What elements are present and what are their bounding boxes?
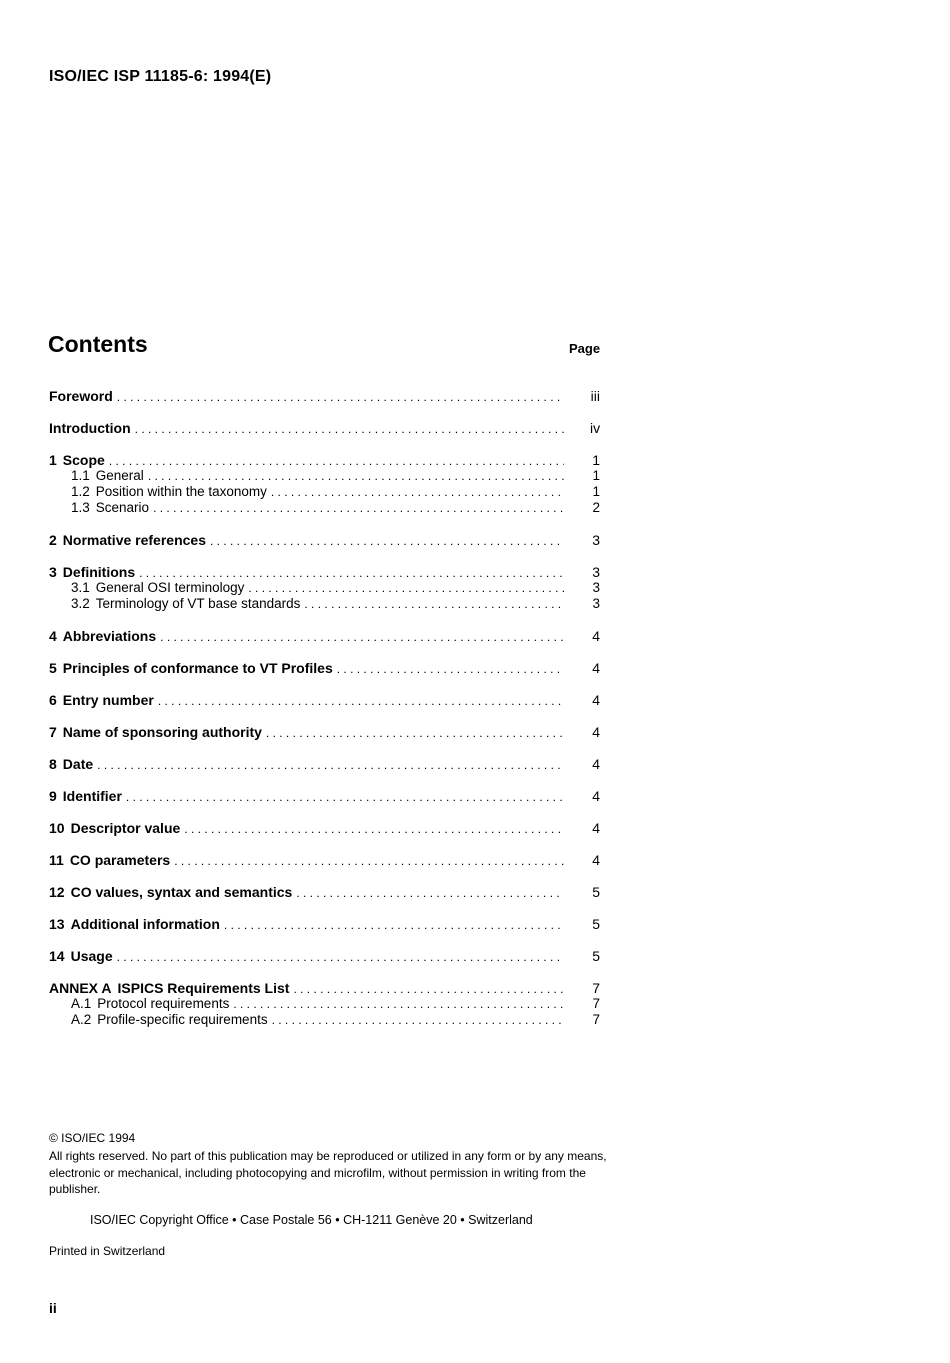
toc-entry-page: 4 [592,724,600,740]
toc-entry-number: 3.1 [71,580,90,595]
toc-entry-title: Usage [70,948,113,964]
toc-entry-title: ISPICS Requirements List [117,980,290,996]
toc-entry-title: Descriptor value [70,820,181,836]
toc-entry-title: Introduction [49,420,131,436]
toc-entry-page: 4 [592,692,600,708]
toc-entry-number: 2 [49,532,57,548]
toc-entry-title: Protocol requirements [97,996,230,1011]
toc-entry[interactable] [49,692,600,708]
toc-entry[interactable] [49,916,600,932]
toc-entry-page: 3 [592,564,600,580]
toc-entry-number: 1.3 [71,500,90,515]
toc-entry-number: 9 [49,788,57,804]
toc-entry[interactable] [49,596,600,612]
toc-entry-number: 3 [49,564,57,580]
toc-entry-number: 13 [49,916,65,932]
toc-entry[interactable] [49,788,600,804]
toc-group [49,532,600,548]
toc-entry-page: 3 [592,580,600,595]
toc-entry-number: 7 [49,724,57,740]
toc-entry-page: 4 [592,820,600,836]
toc-group [49,884,600,900]
toc-entry-title: CO parameters [69,852,171,868]
toc-entry-title: General OSI terminology [95,580,245,595]
toc-entry[interactable] [49,580,600,596]
contents-title: Contents [48,331,148,357]
toc-entry-title: Position within the taxonomy [95,484,267,499]
toc-entry-title: Abbreviations [62,628,157,644]
leader-dots [266,725,564,741]
toc-entry[interactable] [49,948,600,964]
toc-entry[interactable] [49,852,600,868]
leader-dots [224,917,564,933]
toc-entry-title: Entry number [62,692,154,708]
toc-entry-number: 8 [49,756,57,772]
toc-entry[interactable] [49,628,600,644]
toc-group [49,788,600,804]
toc-group [49,756,600,772]
toc-entry-number: 12 [49,884,65,900]
toc-entry-title: Profile-specific requirements [97,1012,268,1027]
leader-dots [210,533,564,549]
toc-entry[interactable] [49,724,600,740]
toc-group [49,452,600,516]
leader-dots [135,421,564,437]
toc-entry[interactable] [49,468,600,484]
toc-group [49,564,600,612]
toc-entry-number: 5 [49,660,57,676]
leader-dots [97,757,564,773]
copyright-notice: © ISO/IEC 1994 [49,1131,136,1145]
toc-entry-page: 7 [592,980,600,996]
leader-dots [337,661,564,677]
toc-entry-title: Name of sponsoring authority [62,724,262,740]
table-of-contents [49,388,600,1044]
toc-entry[interactable] [49,420,600,436]
toc-entry-page: 4 [592,628,600,644]
toc-entry-page: 7 [592,996,600,1011]
toc-group [49,724,600,740]
leader-dots [271,484,564,500]
toc-entry-title: Scope [62,452,105,468]
toc-entry[interactable] [49,756,600,772]
toc-entry-title: CO values, syntax and semantics [70,884,293,900]
toc-entry-number: 6 [49,692,57,708]
leader-dots [293,981,564,997]
leader-dots [139,565,564,581]
toc-group [49,660,600,676]
toc-entry-number: 4 [49,628,57,644]
copyright-office-address: ISO/IEC Copyright Office • Case Postale 56 • CH-1211 Genève 20 • Switzerland [90,1213,533,1227]
toc-entry-number: A.2 [71,1012,92,1027]
leader-dots [109,453,564,469]
toc-group [49,420,600,436]
toc-entry-page: 4 [592,788,600,804]
toc-entry-page: 4 [592,852,600,868]
toc-entry-page: 2 [592,500,600,515]
toc-entry-title: Foreword [49,388,113,404]
leader-dots [153,500,564,516]
toc-entry-title: Identifier [62,788,122,804]
toc-entry[interactable] [49,388,600,404]
leader-dots [160,629,564,645]
leader-dots [158,693,564,709]
document-header: ISO/IEC ISP 11185-6: 1994(E) [49,68,272,85]
toc-entry-page: 5 [592,916,600,932]
toc-entry-page: 3 [592,596,600,611]
toc-entry-page: 1 [592,484,600,499]
page-number: ii [49,1300,57,1316]
toc-entry[interactable] [49,1012,600,1028]
toc-entry-title: Principles of conformance to VT Profiles [62,660,333,676]
leader-dots [126,789,564,805]
leader-dots [248,580,564,596]
leader-dots [117,389,564,405]
toc-entry-title: Scenario [95,500,150,515]
toc-entry-number: ANNEX A [49,980,112,996]
toc-entry-page: 4 [592,756,600,772]
toc-entry-title: Terminology of VT base standards [95,596,301,611]
toc-entry-number: 11 [49,852,64,868]
toc-entry-page: iv [590,420,601,436]
leader-dots [296,885,564,901]
toc-entry[interactable] [49,564,600,580]
toc-entry[interactable] [49,660,600,676]
leader-dots [174,853,564,869]
toc-entry-number: 14 [49,948,65,964]
toc-group [49,916,600,932]
toc-entry[interactable] [49,484,600,500]
toc-entry-number: 1.1 [71,468,90,483]
leader-dots [148,468,564,484]
toc-entry-number: 10 [49,820,65,836]
toc-entry[interactable] [49,996,600,1012]
toc-entry-page: 5 [592,884,600,900]
toc-entry[interactable] [49,500,600,516]
leader-dots [304,596,564,612]
leader-dots [117,949,564,965]
printed-in: Printed in Switzerland [49,1244,166,1258]
toc-entry-page: iii [590,388,600,404]
toc-entry-page: 1 [592,452,600,468]
toc-group [49,852,600,868]
toc-entry-page: 7 [592,1012,600,1027]
toc-group [49,980,600,1028]
toc-entry-number: A.1 [71,996,92,1011]
toc-group [49,692,600,708]
page-column-label: Page [569,341,601,356]
toc-entry-page: 5 [592,948,600,964]
toc-entry[interactable] [49,532,600,548]
leader-dots [272,1012,564,1028]
toc-entry[interactable] [49,820,600,836]
toc-entry[interactable] [49,452,600,468]
leader-dots [184,821,564,837]
toc-entry-number: 3.2 [71,596,90,611]
toc-entry[interactable] [49,884,600,900]
leader-dots [233,996,564,1012]
toc-entry-page: 1 [592,468,600,483]
toc-entry-title: Date [62,756,94,772]
toc-entry-title: Normative references [62,532,206,548]
rights-statement: All rights reserved. No part of this publication may be reproduced or utilized in any form or by any means, electronic or mechanical, including photocopying and microfilm, without permission in writing from the publisher. [49,1149,607,1196]
toc-entry-number: 1.2 [71,484,90,499]
toc-entry-title: Definitions [62,564,136,580]
toc-entry-number: 1 [49,452,57,468]
toc-entry-title: General [95,468,144,483]
toc-entry[interactable] [49,980,600,996]
toc-group [49,948,600,964]
toc-entry-title: Additional information [70,916,220,932]
toc-entry-page: 3 [592,532,600,548]
toc-group [49,388,600,404]
toc-group [49,628,600,644]
toc-entry-page: 4 [592,660,600,676]
toc-group [49,820,600,836]
